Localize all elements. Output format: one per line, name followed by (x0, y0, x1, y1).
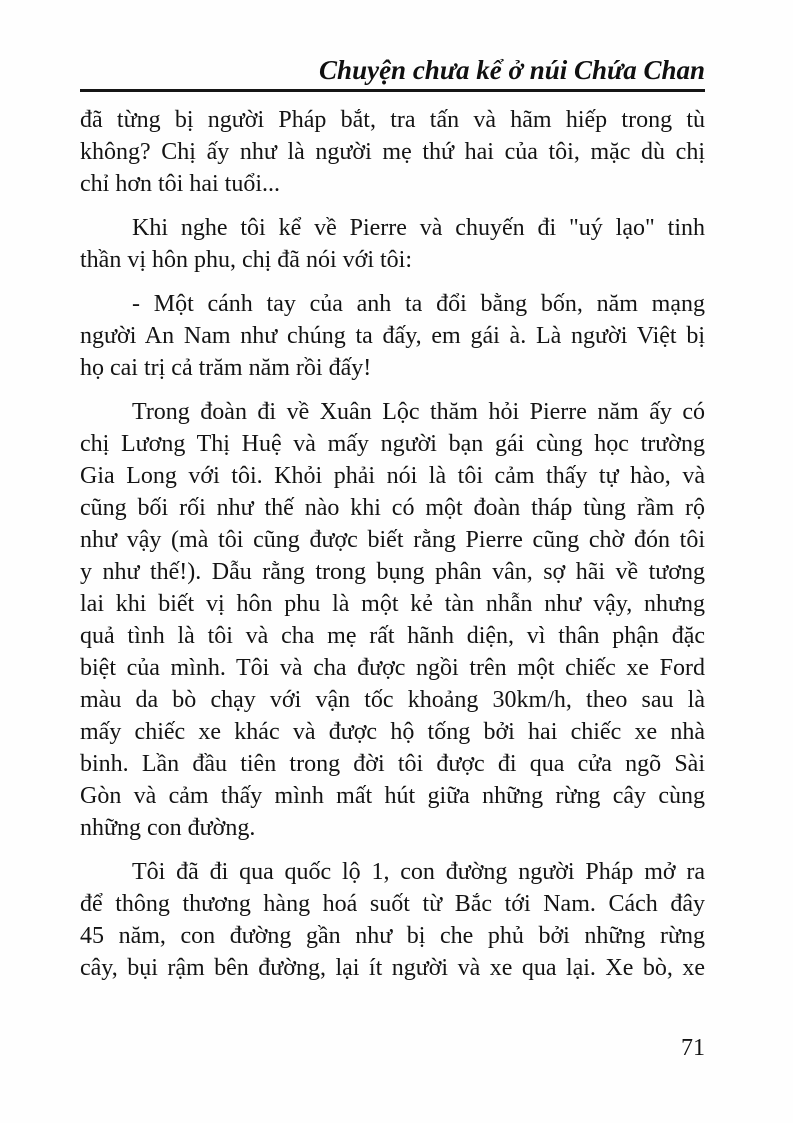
text-line: như vậy (mà tôi cũng được biết rằng Pierre cũng chờ đón tôi (80, 527, 705, 553)
text-line: người An Nam như chúng ta đấy, em gái à. Là người Việt bị (80, 323, 705, 349)
header-rule (80, 89, 705, 92)
text-line: quả tình là tôi và cha mẹ rất hãnh diện, vì thân phận đặc (80, 623, 705, 649)
text-line: họ cai trị cả trăm năm rồi đấy! (80, 355, 372, 381)
paragraph (80, 288, 705, 384)
text-line: đã từng bị người Pháp bắt, tra tấn và hãm hiếp trong tù (80, 107, 705, 133)
text-line: để thông thương hàng hoá suốt từ Bắc tới Nam. Cách đây (80, 891, 705, 917)
page-number: 71 (681, 1035, 705, 1061)
running-header-title: Chuyện chưa kể ở núi Chứa Chan (319, 55, 705, 85)
text-line: cũng bối rối như thế nào khi có một đoàn tháp tùng rầm rộ (80, 495, 705, 521)
text-line: - Một cánh tay của anh ta đổi bằng bốn, năm mạng (132, 291, 705, 317)
text-line: Gia Long với tôi. Khỏi phải nói là tôi cảm thấy tự hào, và (80, 463, 705, 489)
text-line: những con đường. (80, 815, 256, 841)
paragraph (80, 856, 705, 984)
paragraph (80, 396, 705, 844)
text-line: Trong đoàn đi về Xuân Lộc thăm hỏi Pierre năm ấy có (132, 399, 705, 425)
text-line: Gòn và cảm thấy mình mất hút giữa những rừng cây cùng (80, 783, 705, 809)
text-line: Tôi đã đi qua quốc lộ 1, con đường người Pháp mở ra (132, 859, 705, 885)
text-line: màu da bò chạy với vận tốc khoảng 30km/h, theo sau là (80, 687, 705, 713)
text-line: y như thế!). Dẫu rằng trong bụng phân vân, sợ hãi về tương (80, 559, 705, 585)
text-line: binh. Lần đầu tiên trong đời tôi được đi qua cửa ngõ Sài (80, 751, 705, 777)
text-line: không? Chị ấy như là người mẹ thứ hai của tôi, mặc dù chị (80, 139, 705, 165)
text-line: cây, bụi rậm bên đường, lại ít người và xe qua lại. Xe bò, xe (80, 955, 705, 981)
body-text (80, 104, 705, 984)
text-line: Khi nghe tôi kể về Pierre và chuyến đi "uý lạo" tinh (132, 215, 705, 241)
text-line: thần vị hôn phu, chị đã nói với tôi: (80, 247, 412, 273)
text-line: mấy chiếc xe khác và được hộ tống bởi hai chiếc xe nhà (80, 719, 705, 745)
text-line: lai khi biết vị hôn phu là một kẻ tàn nhẫn như vậy, nhưng (80, 591, 705, 617)
text-line: 45 năm, con đường gần như bị che phủ bởi những rừng (80, 923, 705, 949)
paragraph (80, 104, 705, 200)
text-line: chỉ hơn tôi hai tuổi... (80, 171, 281, 197)
text-block (80, 0, 705, 984)
text-line: chị Lương Thị Huệ và mấy người bạn gái cùng học trường (80, 431, 705, 457)
text-line: biệt của mình. Tôi và cha được ngồi trên một chiếc xe Ford (80, 655, 705, 681)
paragraph (80, 212, 705, 276)
